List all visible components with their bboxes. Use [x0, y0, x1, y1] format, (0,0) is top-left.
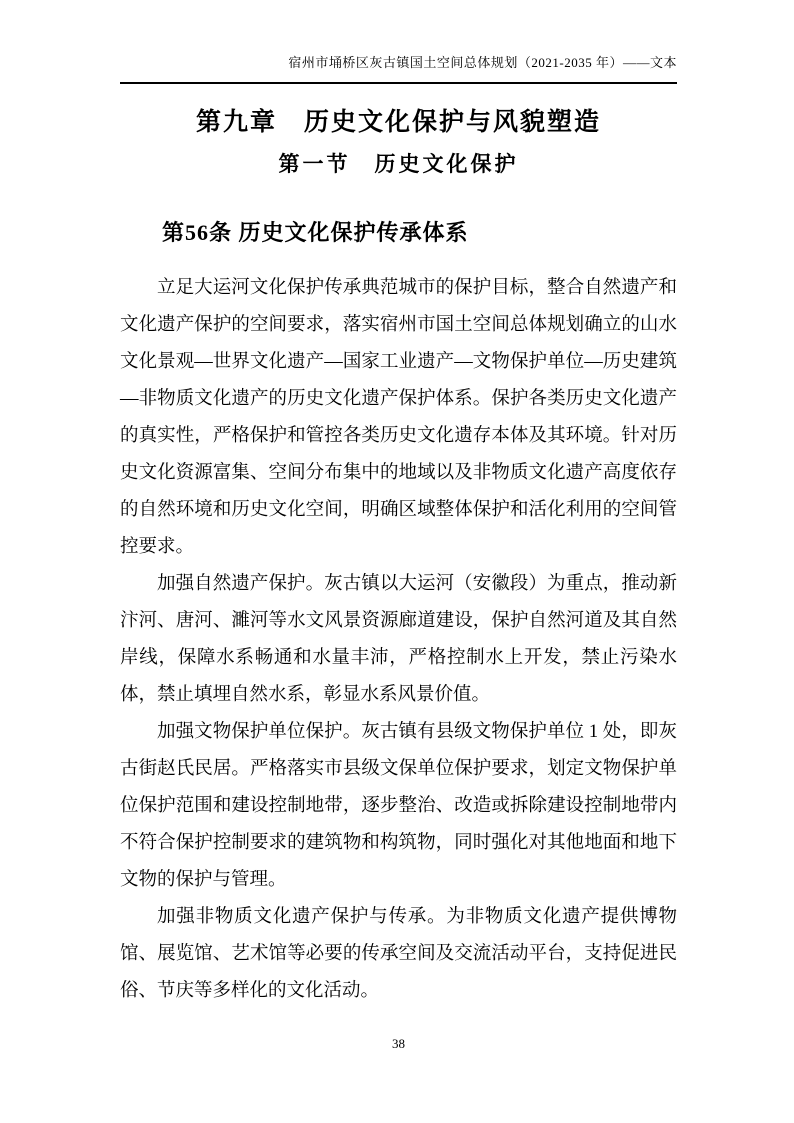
body-paragraph: 加强非物质文化遗产保护与传承。为非物质文化遗产提供博物馆、展览馆、艺术馆等必要的传承空间及交流活动平台，支持促进民俗、节庆等多样化的文化活动。	[120, 907, 677, 1001]
page-number: 38	[392, 1036, 405, 1051]
body-paragraph: 立足大运河文化保护传承典范城市的保护目标，整合自然遗产和文化遗产保护的空间要求，落实宿州市国土空间总体规划确立的山水文化景观—世界文化遗产—国家工业遗产—文物保护单位—历史建筑—非物质文化遗产的历史文化遗产保护体系。保护各类历史文化遗产的真实性，严格保护和管控各类历史文化遗存本体及其环境。针对历史文化资源富集、空间分布集中的地域以及非物质文化遗产高度依存的自然环境和历史文化空间，明确区域整体保护和活化利用的空间管控要求。	[120, 278, 677, 557]
chapter-title: 第九章 历史文化保护与风貌塑造	[195, 108, 601, 136]
section-title: 第一节 历史文化保护	[278, 152, 519, 176]
article-heading: 第56条 历史文化保护传承体系	[162, 220, 469, 245]
page-footer	[120, 1036, 677, 1052]
header-title: 宿州市埇桥区灰古镇国土空间总体规划（2021-2035 年）——文本	[288, 55, 677, 70]
body-paragraph: 加强自然遗产保护。灰古镇以大运河（安徽段）为重点，推动新汴河、唐河、濉河等水文风景资源廊道建设，保护自然河道及其自然岸线，保障水系畅通和水量丰沛，严格控制水上开发，禁止污染水体，禁止填埋自然水系，彰显水系风景价值。	[120, 574, 677, 705]
text-column	[120, 0, 677, 1010]
body-paragraph: 加强文物保护单位保护。灰古镇有县级文物保护单位 1 处，即灰古街赵氏民居。严格落实市县级文保单位保护要求，划定文物保护单位保护范围和建设控制地带，逐步整治、改造或拆除建设控制地带内不符合保护控制要求的建筑物和构筑物，同时强化对其他地面和地下文物的保护与管理。	[120, 722, 677, 890]
article-body	[120, 270, 677, 1010]
page-header	[120, 54, 677, 84]
